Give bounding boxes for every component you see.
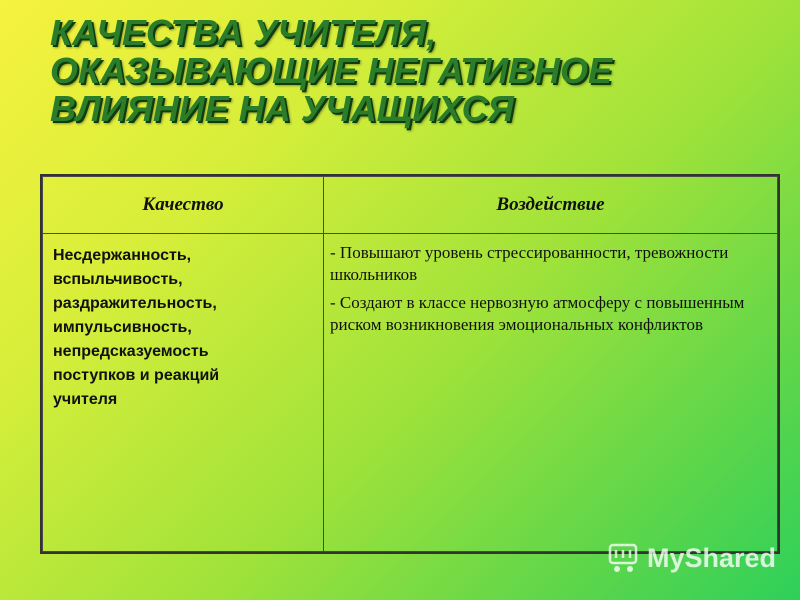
quality-line: раздражительность,	[53, 295, 217, 312]
effect-text: - Повышают уровень стрессированности, тревожности школьников	[330, 243, 729, 284]
effect-text: - Создают в классе нервозную атмосферу с повышенным риском возникновения эмоциональных конфликтов	[330, 293, 745, 334]
title-line-3: ВЛИЯНИЕ НА УЧАЩИХСЯ	[50, 88, 514, 129]
quality-line: поступков и реакций	[53, 367, 220, 384]
header-quality: Качество	[43, 177, 324, 234]
quality-cell	[43, 234, 324, 552]
watermark	[607, 542, 776, 574]
header-effect: Воздействие	[324, 177, 778, 234]
quality-line: учителя	[53, 391, 118, 408]
effect-item	[330, 292, 769, 336]
watermark-text: MyShared	[646, 542, 776, 573]
effect-cell	[324, 234, 778, 552]
table-row	[43, 234, 778, 552]
quality-line: импульсивность,	[53, 319, 192, 336]
cart-icon	[607, 542, 641, 574]
title-line-1: КАЧЕСТВА УЧИТЕЛЯ,	[50, 12, 437, 53]
qualities-table	[40, 174, 780, 554]
title-line-2: ОКАЗЫВАЮЩИЕ НЕГАТИВНОЕ	[50, 50, 613, 91]
quality-line: Несдержанность,	[53, 247, 192, 264]
quality-line: непредсказуемость	[53, 343, 209, 360]
slide-title	[50, 14, 770, 128]
effect-item	[330, 242, 769, 286]
table-header-row	[43, 177, 778, 234]
quality-line: вспыльчивость,	[53, 271, 183, 288]
